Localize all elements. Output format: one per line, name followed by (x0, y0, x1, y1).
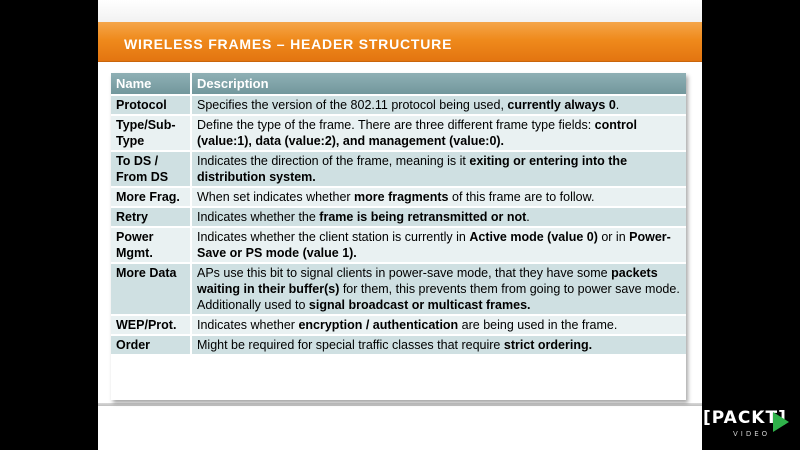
field-description (191, 95, 686, 115)
description-text: of this frame are to follow. (448, 190, 595, 204)
description-emphasis: strict ordering. (503, 338, 593, 352)
description-emphasis: frame is being retransmitted or not (319, 210, 527, 224)
field-name: Retry (111, 207, 191, 227)
description-emphasis: signal broadcast or multicast frames. (308, 298, 531, 312)
description-text: . (526, 210, 530, 224)
slide-top-strip (98, 0, 702, 22)
packt-video-logo (703, 408, 793, 442)
description-emphasis: Power-Save or PS mode (value 1). (197, 230, 671, 260)
description-text: are being used in the frame. (458, 318, 618, 332)
description-text: Indicates whether (197, 318, 299, 332)
description-text: Indicates whether the client station is currently in (197, 230, 470, 244)
description-emphasis: more fragments (354, 190, 449, 204)
description-text: for them, this prevents them from going to power save mode. Additionally used to (197, 282, 680, 312)
column-header-name: Name (111, 73, 191, 95)
field-name: More Data (111, 263, 191, 315)
table-header-row (111, 73, 686, 95)
field-description (191, 263, 686, 315)
description-text: When set indicates whether (197, 190, 355, 204)
table-row (111, 207, 686, 227)
description-text: . (615, 98, 620, 112)
column-header-description: Description (191, 73, 686, 95)
header-structure-table (111, 73, 686, 400)
slide-footer (98, 406, 702, 450)
description-text: APs use this bit to signal clients in power-save mode, that they have some (197, 266, 612, 280)
logo-wordmark: [PACKT] (703, 408, 787, 428)
description-text: Indicates the direction of the frame, meaning is it (197, 154, 470, 168)
field-description (191, 115, 686, 151)
field-description (191, 151, 686, 187)
table-body (111, 95, 686, 354)
description-emphasis: encryption / authentication (298, 318, 459, 332)
description-text: or in (597, 230, 630, 244)
table-row (111, 151, 686, 187)
table-row (111, 95, 686, 115)
description-emphasis: packets waiting in their buffer(s) (197, 266, 658, 296)
field-name: Type/Sub-Type (111, 115, 191, 151)
description-text: Specifies the version of the 802.11 protocol being used, (197, 98, 508, 112)
field-description (191, 315, 686, 335)
table-row (111, 335, 686, 354)
description-emphasis: Active mode (value 0) (469, 230, 598, 244)
description-emphasis: control (value:1), data (value:2), and management (value:0). (197, 118, 638, 148)
description-text: Define the type of the frame. There are three different frame type fields: (197, 118, 595, 132)
field-name: More Frag. (111, 187, 191, 207)
slide-title: WIRELESS FRAMES – HEADER STRUCTURE (124, 36, 453, 52)
play-icon (773, 412, 789, 432)
description-text: Might be required for special traffic classes that require (197, 338, 504, 352)
description-emphasis: exiting or entering into the distribution system. (197, 154, 628, 184)
field-name: Protocol (111, 95, 191, 115)
table-row (111, 263, 686, 315)
field-name: Power Mgmt. (111, 227, 191, 263)
title-bar (98, 22, 702, 62)
table-row (111, 115, 686, 151)
description-emphasis: currently always 0 (507, 98, 616, 112)
field-description (191, 227, 686, 263)
fields-table (111, 73, 686, 354)
field-name: Order (111, 335, 191, 354)
logo-subtitle: VIDEO (733, 430, 771, 438)
field-description (191, 335, 686, 354)
field-description (191, 187, 686, 207)
table-row (111, 227, 686, 263)
table-row (111, 187, 686, 207)
field-description (191, 207, 686, 227)
table-row (111, 315, 686, 335)
description-text: Indicates whether the (197, 210, 320, 224)
field-name: WEP/Prot. (111, 315, 191, 335)
field-name: To DS / From DS (111, 151, 191, 187)
